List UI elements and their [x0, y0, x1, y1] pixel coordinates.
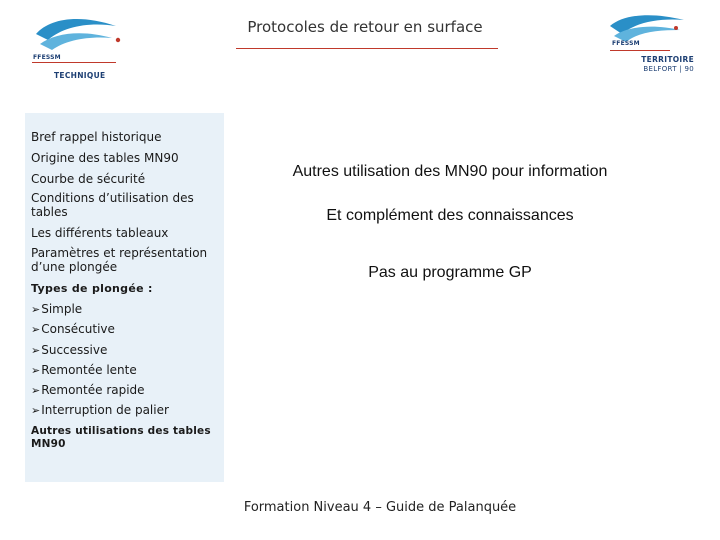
arrow-bullet-icon: ➢ [31, 364, 41, 377]
sidebar-item-historique[interactable]: Bref rappel historique [31, 130, 162, 144]
main-line-autres-utilisation: Autres utilisation des MN90 pour information [292, 163, 608, 180]
logo-org-text: FFESSM [612, 40, 640, 47]
sidebar-item-autres-utilisations[interactable]: Autres utilisations des tables MN90 [31, 425, 211, 450]
sidebar-subitem-label: Remontée lente [41, 363, 137, 377]
footer-text: Formation Niveau 4 – Guide de Palanquée [243, 500, 517, 515]
arrow-bullet-icon: ➢ [31, 323, 41, 336]
title-underline [236, 48, 498, 49]
logo-sub2-text: BELFORT | 90 [643, 65, 694, 73]
sidebar-item-types[interactable]: Types de plongée : [31, 282, 153, 295]
ffessm-technique-logo [30, 14, 130, 80]
sidebar-subitem-successive[interactable] [31, 343, 221, 358]
ffessm-territoire-logo [606, 12, 694, 76]
sidebar-item-conditions[interactable]: Conditions d’utilisation des tables [31, 191, 194, 219]
main-line-pas-au-programme: Pas au programme GP [368, 264, 532, 281]
sidebar-subitem-remontee-rapide[interactable] [31, 383, 221, 398]
logo-org-text: FFESSM [33, 54, 61, 61]
sidebar-subitem-simple[interactable] [31, 302, 221, 317]
sidebar-item-parametres[interactable]: Paramètres et représentation d’une plongée [31, 246, 208, 274]
sidebar-subitem-label: Simple [41, 302, 83, 316]
sidebar-subitem-label: Consécutive [41, 322, 115, 336]
sidebar-item-origine[interactable]: Origine des tables MN90 [31, 151, 179, 165]
sidebar-subitem-remontee-lente[interactable] [31, 363, 221, 378]
sidebar-subitem-consecutive[interactable] [31, 322, 221, 337]
sidebar-subitem-label: Interruption de palier [41, 403, 169, 417]
sidebar-subitem-interruption[interactable] [31, 403, 221, 418]
sidebar-outline [25, 113, 224, 482]
main-line-complement: Et complément des connaissances [326, 207, 574, 224]
sidebar-item-courbe[interactable]: Courbe de sécurité [31, 172, 146, 186]
logo-sub-text: TECHNIQUE [54, 71, 106, 80]
sidebar-subitem-label: Remontée rapide [41, 383, 145, 397]
sidebar-item-tableaux[interactable]: Les différents tableaux [31, 226, 169, 240]
sidebar-subitem-label: Successive [41, 343, 108, 357]
arrow-bullet-icon: ➢ [31, 344, 41, 357]
arrow-bullet-icon: ➢ [31, 404, 41, 417]
arrow-bullet-icon: ➢ [31, 384, 41, 397]
arrow-bullet-icon: ➢ [31, 303, 41, 316]
page-title: Protocoles de retour en surface [247, 18, 483, 36]
logo-sub-text: TERRITOIRE [641, 55, 694, 64]
wave-logo-icon [30, 14, 130, 74]
